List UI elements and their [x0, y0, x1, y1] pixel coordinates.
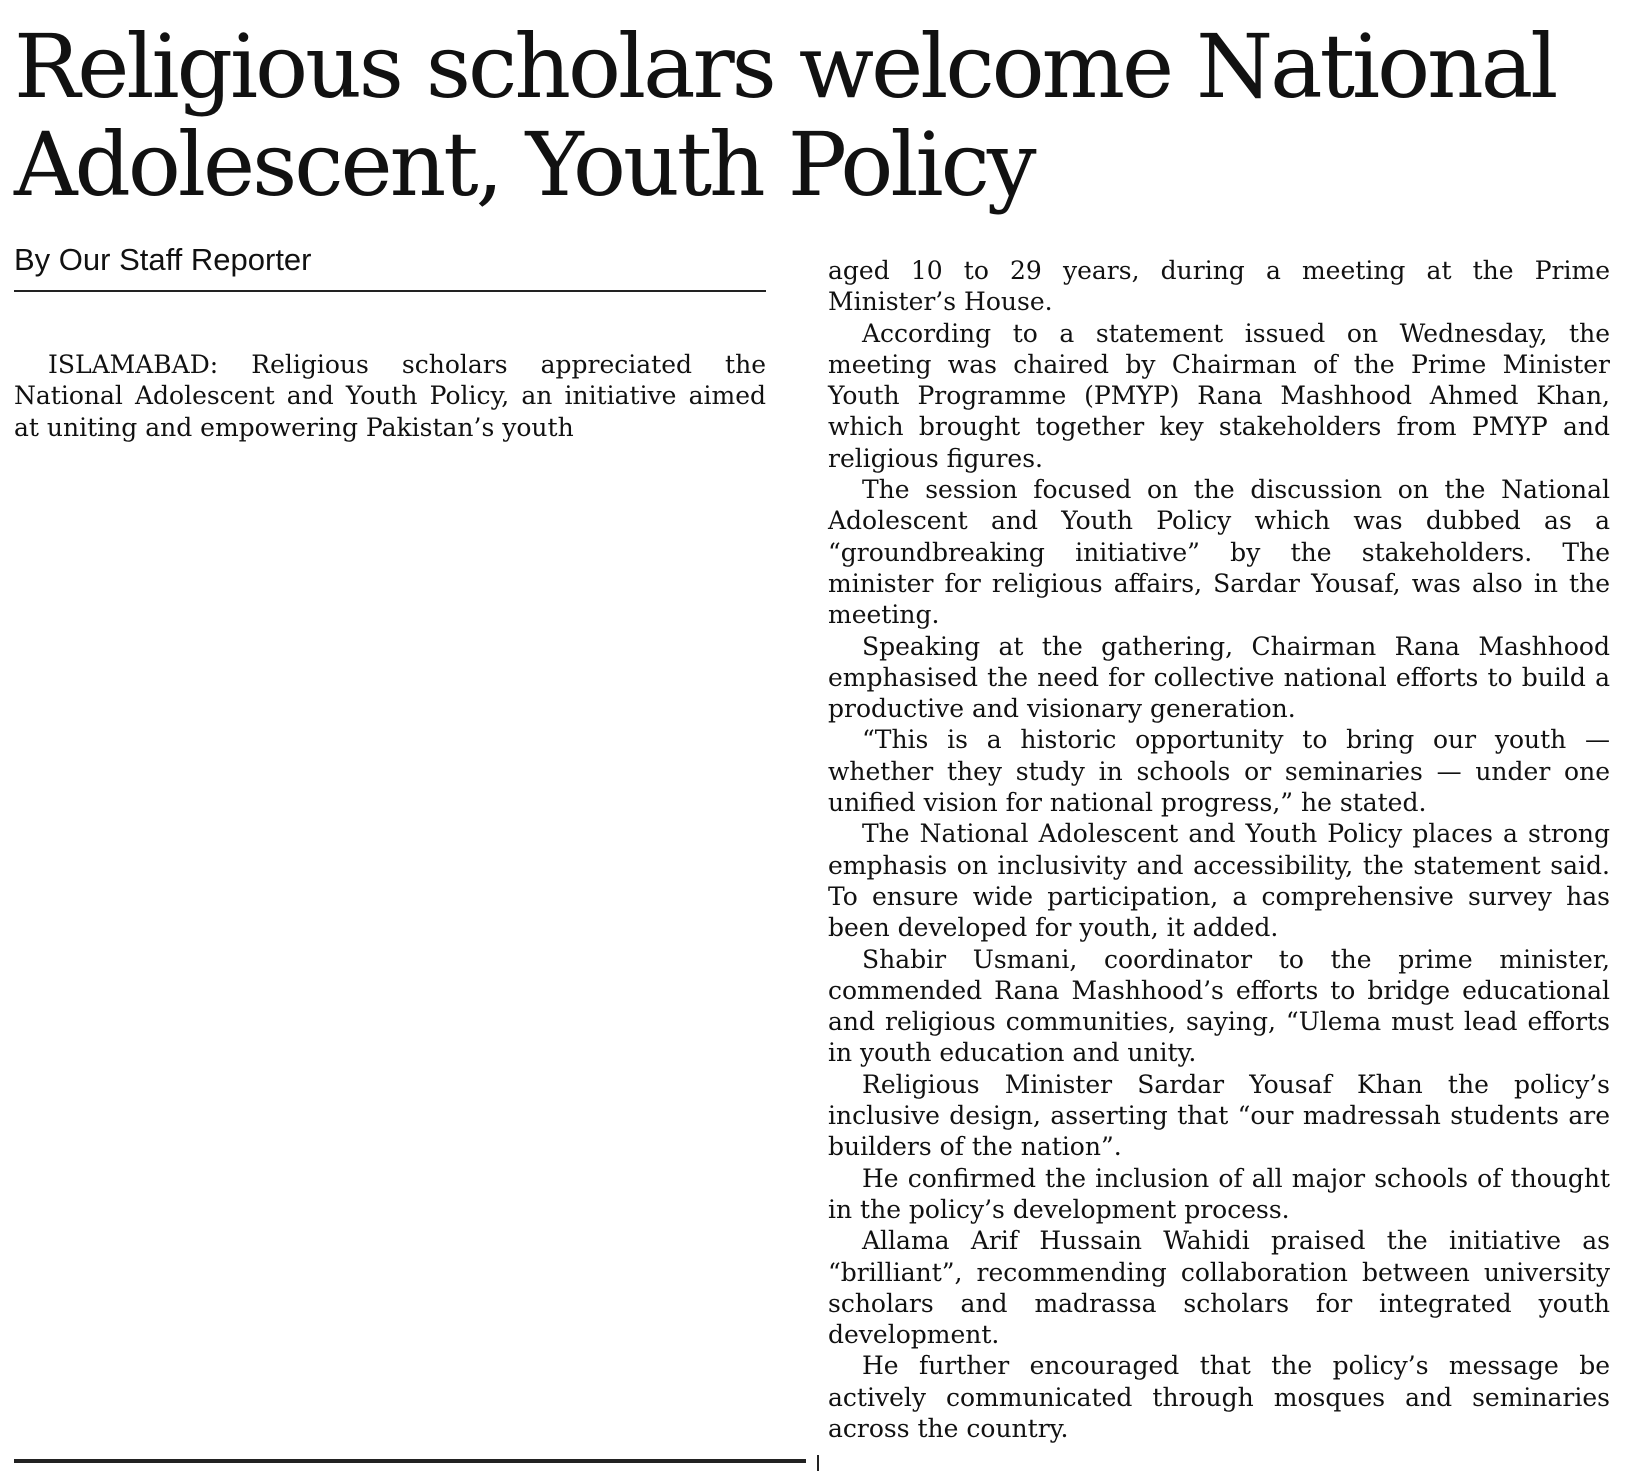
- article-column-right: [828, 255, 1610, 1444]
- article-paragraph: Shabir Usmani, coordinator to the prime minister, commended Rana Mashhood’s efforts to bridge educational and religious communities, saying, “Ulema must lead efforts in youth education and unity.: [828, 944, 1610, 1068]
- article-paragraph: aged 10 to 29 years, during a meeting at the Prime Minister’s House.: [828, 256, 1610, 317]
- byline: By Our Staff Reporter: [14, 242, 312, 277]
- article-paragraph: Religious Minister Sardar Yousaf Khan the policy’s inclusive design, asserting that “our madressah students are builders of the nation”.: [828, 1069, 1610, 1162]
- article-paragraph: ISLAMABAD: Religious scholars appreciated the National Adolescent and Youth Policy, an initiative aimed at uniting and empowering Pakistan’s youth: [14, 350, 766, 442]
- article-paragraph: Speaking at the gathering, Chairman Rana Mashhood emphasised the need for collective national efforts to build a productive and visionary generation.: [828, 631, 1610, 724]
- article-paragraph: He further encouraged that the policy’s message be actively communicated through mosques and seminaries across the country.: [828, 1351, 1610, 1443]
- article-paragraph: Allama Arif Hussain Wahidi praised the initiative as “brilliant”, recommending collaboration between university scholars and madrassa scholars for integrated youth development.: [828, 1226, 1610, 1350]
- article-column-left: [14, 349, 766, 443]
- article-paragraph: The National Adolescent and Youth Policy places a strong emphasis on inclusivity and accessibility, the statement said. To ensure wide participation, a comprehensive survey has been developed for youth, it added.: [828, 819, 1610, 943]
- headline: Religious scholars welcome National Adolescent, Youth Policy: [14, 15, 1556, 216]
- article-paragraph: The session focused on the discussion on the National Adolescent and Youth Policy which was dubbed as a “groundbreaking initiative” by the stakeholders. The minister for religious affairs, Sardar Yousaf, was also in the meeting.: [828, 475, 1610, 630]
- byline-divider: [14, 290, 766, 292]
- article-paragraph: He confirmed the inclusion of all major schools of thought in the policy’s development process.: [828, 1163, 1610, 1224]
- article-paragraph: “This is a historic opportunity to bring our youth — whether they study in schools or seminaries — under one unified vision for national progress,” he stated.: [828, 725, 1610, 818]
- article-paragraph: According to a statement issued on Wednesday, the meeting was chaired by Chairman of the Prime Minister Youth Programme (PMYP) Rana Mashhood Ahmed Khan, which brought together key stakeholders from PMYP and religious figures.: [828, 318, 1610, 473]
- column-divider-mark: [817, 1455, 819, 1471]
- bottom-divider: [14, 1459, 806, 1463]
